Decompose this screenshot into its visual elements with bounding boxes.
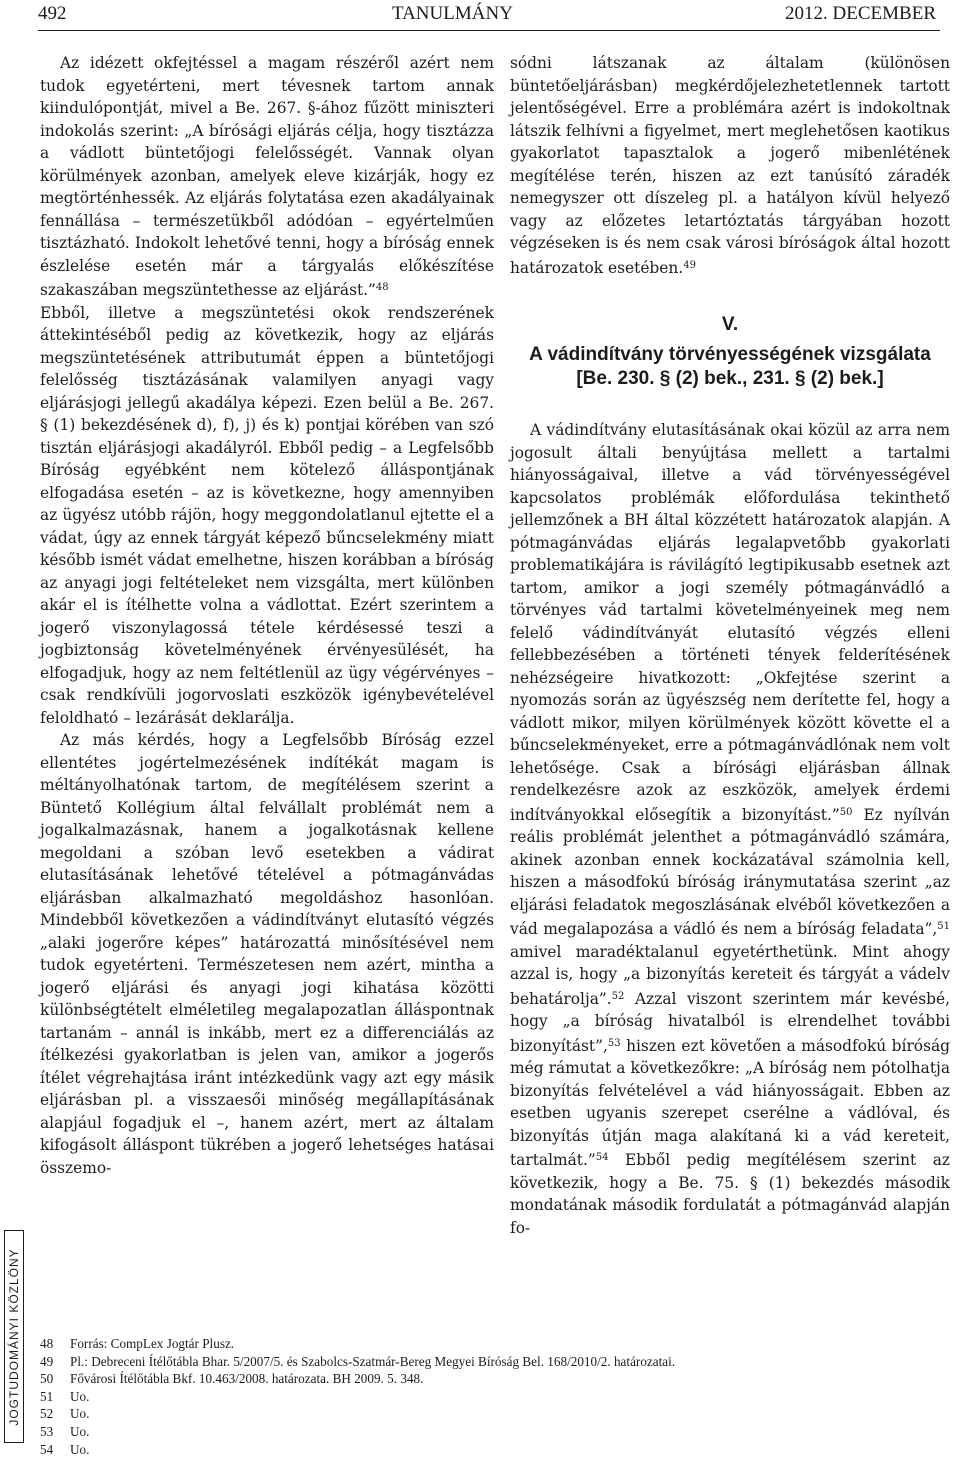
right-paragraph-2f-text: Ebből pedig megítélésem szerint az következik, hogy a Be. 75. § (1) bekezdés második mondatának második fordulatát a pótmagánvád alapján fo- xyxy=(510,1151,950,1237)
section-label: TANULMÁNY xyxy=(392,3,513,24)
right-paragraph-2-text: A vádindítvány elutasításának okai közül az arra nem jogosult általi benyújtása mellett a tartalmi hiányosságaival, illetve a vád törvényességével kapcsolatos problémák előfordulása tekinthető jellemzőnek a BH által közzétett határozatok alapján. A pótmagánvádas eljárás legalapvetőbb gyakorlati problematikájára is rávilágító legtipikusabb esetnek azt tartom, amikor a jogi személy pótmagánvádló a törvényes vád tartalmi követelményeinek meg nem felelő vádindítványát elutasító végzés elleni fellebbezésében a történeti tények felderítésének nehézségeire hivatkozott: „Okfejtése szerint a nyomozás során az ügyészség nem derítette fel, hogy a vádlott mikor, milyen körülmények között követte el a bűncselekményeket, erre a pótmagánvádlónak nem volt lehetősége. Csak a bírósági eljárásban állnak rendelkezésre azok az eszközök, amelyek érdemi indítványokkal elősegítik a bizonyítást.” xyxy=(510,421,950,824)
footnote-54 xyxy=(40,1441,940,1458)
right-paragraph-1-text: sódni látszanak az általam (különösen büntetőeljárásban) megkérdőjelezhetetlennek tartott jelentőségével. Erre a problémára azért is indokoltnak látszik felhívni a figyelmet, mert meglehetősen kaotikus gyakorlatot tapasztalok a jogerő mibenlétének megítélése terén, hiszen az ezt tanúsító záradék nemegyszer ott díszeleg pl. a hatályon kívül helyező vagy az előzetes letartóztatás tárgyában hozott végzéseken is és nem csak városi bíróságok által hozott határozatok esetében. xyxy=(510,54,950,277)
footnote-number: 52 xyxy=(40,1406,54,1422)
section-title: A vádindítvány törvényességének vizsgálata [Be. 230. § (2) bek., 231. § (2) bek.] xyxy=(529,344,931,389)
page-number: 492 xyxy=(38,3,67,24)
footnote-text: Pl.: Debreceni Ítélőtábla Bhar. 5/2007/5. és Szabolcs-Szatmár-Bereg Megyei Bíróság Bel. 168/2010/2. határozatai. xyxy=(70,1353,676,1369)
footnote-51 xyxy=(40,1388,940,1406)
left-paragraph-2: Ebből, illetve a megszüntetési okok rendszerének áttekintéséből pedig az következik, hogy az eljárás megszüntetésének attributumát éppen a büntetőjogi felelősség tisztázásának valamilyen anyagi vagy eljárásjogi jellegű akadálya képezi. Ezen belül a Be. 267. § (1) bekezdésének d), f), j) és k) pontjai körében van szó tisztán eljárásjogi akadályról. Ebből pedig – a Legfelsőbb Bíróság egyébként nem kötelező álláspontjának elfogadása esetén – az is következne, hogy amennyiben az ügyész utóbb rájön, hogy meggondolatlanul ejtette el a vádat, úgy az ennek tárgyát képező bűncselekmény miatt később ismét vádat emelhetne, hiszen korábban a bíróság az anyagi jogi feltételeket nem vizsgálta, mert különben akár el is ítélhette volna a vádlottat. Ezért szerintem a jogerő viszonylagossá tétele kérdésessé teszi a jogbiztonság követelményének érvényesülését, ha elfogadjuk, hogy az nem feltétlenül az ügy végérvényes – csak rendkívüli jogorvoslati eszközök igénybevételével feloldható – lezárását deklarálja. xyxy=(40,303,494,727)
footnote-text: Uo. xyxy=(70,1388,90,1404)
footnote-number: 48 xyxy=(40,1336,54,1351)
header-rule xyxy=(38,30,940,31)
footnotes xyxy=(40,1335,940,1458)
footnote-50 xyxy=(40,1370,940,1388)
left-column xyxy=(40,52,494,1179)
right-paragraph-2d-text: Azzal viszont szerintem már kevésbé, hogy „a bíróság hivatalból is elrendelhet további bizonyítást”, xyxy=(510,989,950,1055)
journal-side-label-text: JOGTUDOMÁNYI KÖZLÖNY xyxy=(7,1247,21,1426)
footnote-text: Uo. xyxy=(70,1441,90,1457)
right-paragraph-2b-text: Ez nyílván reális problémát jelenthet a pótmagánvádló számára, akinek azonban ennek kockázatával számolnia kell, hiszen a másodfokú bíróság iránymutatása szerint „az eljárási feladatok megoszlásának elvéből következően a vád megalapozása a vádló és nem a bíróság feladata”, xyxy=(510,805,950,938)
left-paragraph-3: Az más kérdés, hogy a Legfelsőbb Bíróság ezzel ellentétes jogértelmezésének indítékát magam is méltányolhatónak tartom, de megítélésem szerint a Büntető Kollégium által felvállalt problémát nem a jogalkalmazásnak, hanem a jogalkotásnak kellene megoldani a szóban levő esetekben a vádirat elutasításának lehetővé tételével a pótmagánvádas eljárásban alkalmazható megoldáshoz hasonlóan. Mindebből következően a vádindítványt elutasító végzés „alaki jogerőre képes” határozattá minősítésével nem tudok egyetérteni. Természetesen nem azért, mintha a jogerő eljárási és anyagi jogi kihatása közötti különbségtételt elméletileg megalapozatlan álláspontnak tartanám – annál is inkább, mert ez a differenciálás az ítélkezési gyakorlatban is jelen van, amikor a jogerős ítélet végrehajtása iránt intézkedünk vagy azt egy másik eljárásban pl. a visszaesői minőség megállapításának alapjául fogadjuk el –, hanem azért, mert az általam kifogásolt álláspont tükrében a jogerő lehetséges hatásai összemo- xyxy=(40,731,494,1177)
right-column xyxy=(510,52,950,1239)
footnote-ref-51: 51 xyxy=(937,921,950,932)
right-paragraph-2e-text: hiszen ezt követően a másodfokú bíróság még rámutat a következőkre: „A bíróság nem pótolhatja bizonyítás felvételével a vád hiányosságait. Ebben az esetben ugyanis szerepet cserélne a vádlóval, és bizonyítás útján maga alakítaná ki a vád kereteit, tartalmát.” xyxy=(510,1036,950,1169)
footnote-48 xyxy=(40,1335,940,1353)
footnote-text: Fővárosi Ítélőtábla Bkf. 10.463/2008. határozata. BH 2009. 5. 348. xyxy=(70,1371,424,1387)
page-header xyxy=(0,0,960,32)
footnote-ref-49: 49 xyxy=(683,259,696,271)
right-paragraph-1 xyxy=(510,52,950,279)
footnote-number: 51 xyxy=(40,1388,54,1404)
footnote-number: 50 xyxy=(40,1371,54,1387)
footnote-number: 53 xyxy=(40,1423,54,1439)
footnote-text: Uo. xyxy=(70,1406,90,1422)
footnote-53 xyxy=(40,1423,940,1441)
footnote-49 xyxy=(40,1353,940,1371)
right-paragraph-2 xyxy=(510,419,950,1239)
footnote-text: Uo. xyxy=(70,1423,90,1439)
footnote-ref-53: 53 xyxy=(607,1037,621,1049)
footnote-text: Forrás: CompLex Jogtár Plusz. xyxy=(70,1336,235,1351)
left-paragraph-1-text: Az idézett okfejtéssel a magam részéről azért nem tudok egyetérteni, mert tévesnek tartom annak kiindulópontját, mivel a Be. 267. §-ához fűzött miniszteri indokolás szerint: „A bírósági eljárás célja, hogy tisztázza a vádlott büntetőjogi felelősségét. Vannak olyan körülmények azonban, amelyek eleve kizárják, hogy ez megtörténhessék. Az eljárás folytatása ezen akadályainak fennállása – természetükből adódóan – egyértelműen tisztázható. Indokolt lehetővé tenni, hogy a bíróság ennek észlelése esetén már a tárgyalás előkészítése szakaszában megszüntethesse az eljárást.” xyxy=(40,54,494,299)
section-heading xyxy=(510,313,950,391)
footnote-number: 54 xyxy=(40,1441,54,1457)
section-number: V. xyxy=(721,314,739,335)
footnote-52 xyxy=(40,1405,940,1423)
footnote-ref-52: 52 xyxy=(611,990,625,1002)
footnote-ref-48: 48 xyxy=(375,282,389,293)
left-paragraph-1 xyxy=(40,52,494,302)
footnote-number: 49 xyxy=(40,1353,54,1369)
footnote-ref-54: 54 xyxy=(595,1152,609,1163)
right-paragraph-2c-text: amivel maradéktalanul egyetérthetünk. Mint ahogy azzal is, hogy „a bizonyítás kereteit és tárgyát a vádelv behatárolja”. xyxy=(510,942,950,1008)
issue-date: 2012. DECEMBER xyxy=(785,3,936,24)
journal-side-label xyxy=(4,1230,24,1443)
footnote-ref-50: 50 xyxy=(839,806,853,818)
